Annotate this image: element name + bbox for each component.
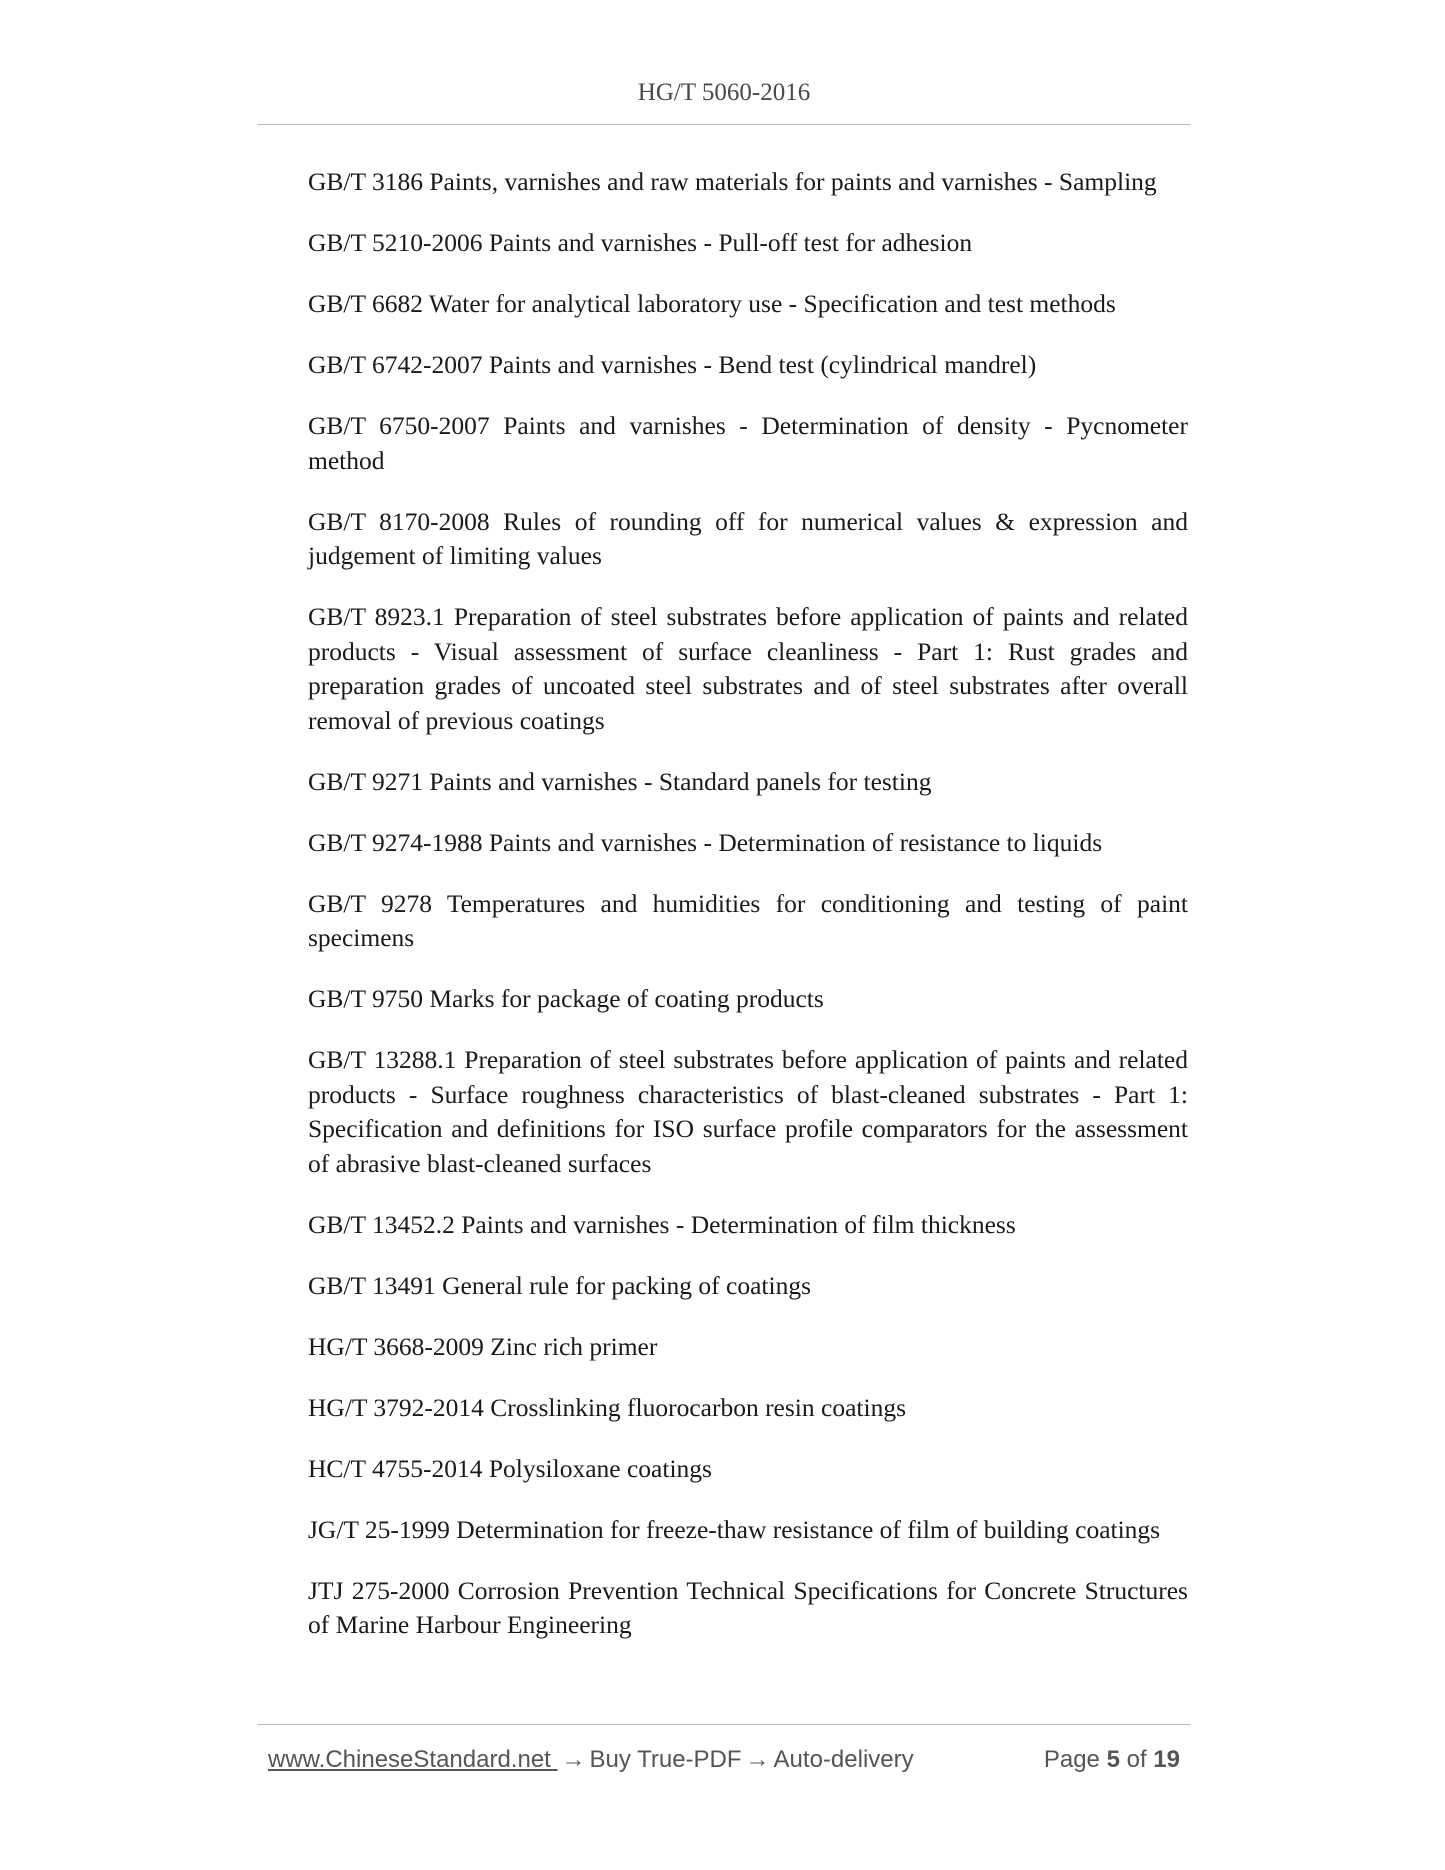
reference-item: GB/T 9278 Temperatures and humidities for conditioning and testing of paint specimens	[308, 888, 1188, 952]
reference-item: GB/T 8170-2008 Rules of rounding off for numerical values & expression and judgement of limiting values	[308, 506, 1188, 570]
reference-item: GB/T 13452.2 Paints and varnishes - Determination of film thickness	[308, 1209, 1016, 1239]
document-header	[258, 78, 1190, 108]
reference-item: HG/T 3792-2014 Crosslinking fluorocarbon resin coatings	[308, 1392, 906, 1422]
header-divider	[258, 124, 1190, 125]
arrow-right-icon: →	[561, 1746, 586, 1773]
reference-item: GB/T 9271 Paints and varnishes - Standard panels for testing	[308, 766, 932, 796]
arrow-right-icon: →	[745, 1746, 770, 1773]
auto-delivery-text: Auto-delivery	[773, 1746, 914, 1773]
reference-item: HG/T 3668-2009 Zinc rich primer	[308, 1331, 658, 1361]
footer-promo	[268, 1745, 914, 1775]
reference-item: GB/T 6750-2007 Paints and varnishes - Determination of density - Pycnometer method	[308, 411, 1188, 475]
reference-item: GB/T 8923.1 Preparation of steel substrates before application of paints and related products - Visual assessment of surface cleanliness - Part 1: Rust grades and preparation grades of uncoated steel substrates and of steel substrates after overall removal of previous coatings	[308, 602, 1188, 735]
reference-item: GB/T 9750 Marks for package of coating products	[308, 984, 824, 1013]
reference-item: GB/T 5210-2006 Paints and varnishes - Pull-off test for adhesion	[308, 228, 973, 257]
website-link[interactable]: www.ChineseStandard.net	[268, 1746, 558, 1773]
reference-item: JTJ 275-2000 Corrosion Prevention Technical Specifications for Concrete Structures of Marine Harbour Engineering	[308, 1575, 1188, 1639]
document-code: HG/T 5060-2016	[637, 79, 811, 106]
reference-item: GB/T 6742-2007 Paints and varnishes - Bend test (cylindrical mandrel)	[308, 350, 1037, 379]
reference-item: JG/T 25-1999 Determination for freeze-thaw resistance of film of building coatings	[308, 1514, 1161, 1544]
reference-item: GB/T 6682 Water for analytical laboratory use - Specification and test methods	[308, 289, 1116, 318]
footer-divider	[258, 1724, 1190, 1725]
reference-list	[308, 165, 1188, 1669]
page-indicator	[1044, 1745, 1180, 1775]
page-of-label: of	[1126, 1746, 1147, 1773]
page-label: Page	[1043, 1746, 1100, 1773]
reference-item: GB/T 13288.1 Preparation of steel substrates before application of paints and related products - Surface roughness characteristics of blast-cleaned substrates - Part 1: Specification and definitions for ISO surface profile comparators for the assessment of abrasive blast-cleaned surfaces	[308, 1045, 1188, 1178]
reference-item: GB/T 3186 Paints, varnishes and raw materials for paints and varnishes - Sampling	[308, 167, 1157, 196]
page-current: 5	[1106, 1746, 1120, 1773]
reference-item: GB/T 13491 General rule for packing of coatings	[308, 1270, 812, 1300]
page-total: 19	[1153, 1746, 1180, 1773]
reference-item: GB/T 9274-1988 Paints and varnishes - Determination of resistance to liquids	[308, 827, 1103, 857]
reference-item: HC/T 4755-2014 Polysiloxane coatings	[308, 1453, 712, 1483]
buy-true-pdf-text: Buy True-PDF	[589, 1746, 742, 1773]
